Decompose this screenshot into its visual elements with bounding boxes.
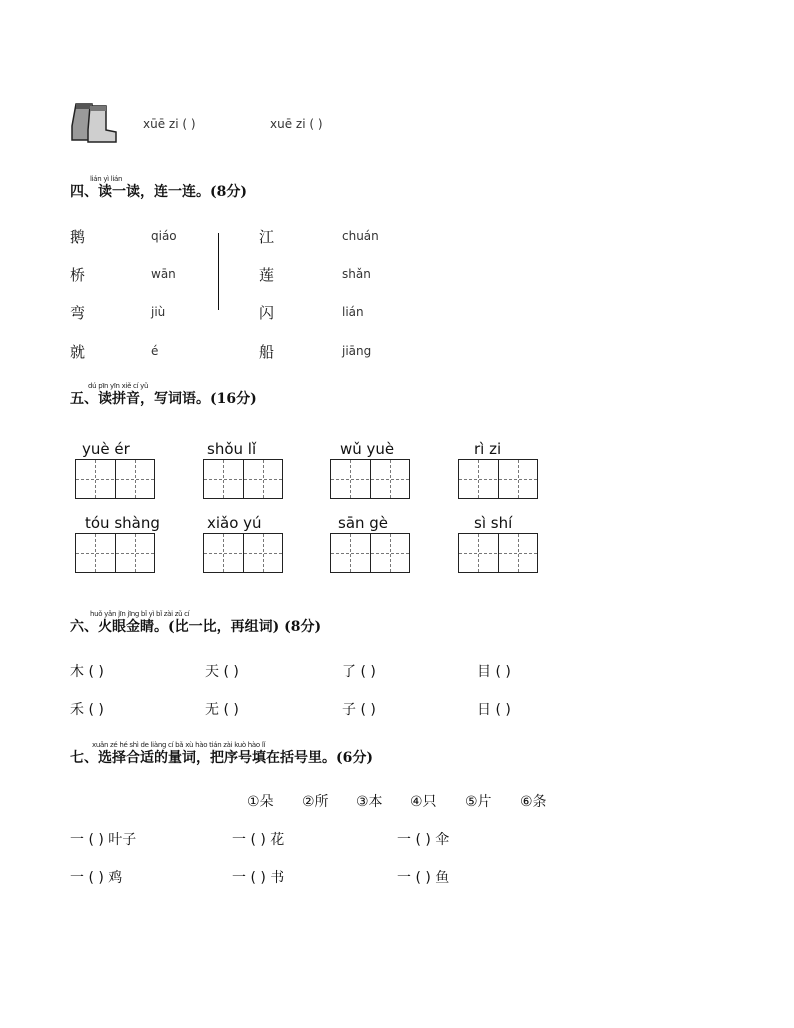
s7-item-r2-3: 一 ( ) 鱼 [397, 870, 450, 886]
s4-right-char-3: 闪 [259, 304, 275, 322]
s4-left-char-4: 就 [70, 343, 86, 361]
s6-item-r2-4: 日 ( ) [477, 702, 511, 718]
boots-icon [66, 100, 122, 146]
section7-heading: 七、选择合适的量词，把序号填在括号里。(6分) [70, 750, 373, 766]
section6-heading: 六、火眼金睛。(比一比，再组词) (8分) [70, 619, 322, 635]
s4-right-pinyin-4: jiāng [342, 344, 372, 358]
s4-left-pinyin-3: jiù [151, 305, 166, 319]
s4-right-pinyin-3: lián [342, 305, 364, 319]
s4-left-char-2: 桥 [70, 266, 86, 284]
section5-ruby: dú pīn yīn xiě cí yǔ [88, 382, 149, 390]
s6-item-r2-1: 禾 ( ) [70, 702, 104, 718]
s4-left-char-1: 鹅 [70, 228, 86, 246]
s7-item-r1-1: 一 ( ) 叶子 [70, 832, 137, 848]
s4-right-char-2: 莲 [259, 266, 275, 284]
s6-item-r2-3: 子 ( ) [342, 702, 376, 718]
s5-write-grid-r2-1[interactable] [75, 533, 155, 573]
s7-option-1: ①朵 [247, 794, 274, 810]
s7-item-r2-2: 一 ( ) 书 [232, 870, 285, 886]
boots-pinyin-2: xuē zi ( ) [270, 117, 323, 131]
section7-ruby: xuǎn zé hé shì de liàng cí bǎ xù hào tián zài kuò hào lǐ [92, 741, 266, 749]
s5-pinyin-r2-4: sì shí [474, 514, 513, 532]
s7-item-r1-2: 一 ( ) 花 [232, 832, 285, 848]
s5-pinyin-r2-3: sān gè [338, 514, 389, 532]
s5-pinyin-r1-4: rì zi [474, 440, 502, 458]
s4-left-pinyin-1: qiáo [151, 229, 177, 243]
s6-item-r1-3: 了 ( ) [342, 664, 376, 680]
s4-right-pinyin-2: shǎn [342, 267, 371, 281]
s6-item-r2-2: 无 ( ) [205, 702, 239, 718]
s5-write-grid-r1-4[interactable] [458, 459, 538, 499]
s4-right-pinyin-1: chuán [342, 229, 379, 243]
s4-right-char-1: 江 [259, 228, 275, 246]
s4-left-char-3: 弯 [70, 304, 86, 322]
s7-option-6: ⑥条 [520, 794, 547, 810]
s7-item-r2-1: 一 ( ) 鸡 [70, 870, 123, 886]
s6-item-r1-2: 天 ( ) [205, 664, 239, 680]
s5-pinyin-r2-2: xiǎo yú [207, 514, 262, 532]
s7-option-4: ④只 [410, 794, 437, 810]
s5-write-grid-r2-4[interactable] [458, 533, 538, 573]
s5-pinyin-r1-1: yuè ér [82, 440, 130, 458]
s5-pinyin-r1-2: shǒu lǐ [207, 440, 257, 458]
section5-heading: 五、读拼音，写词语。(16分) [70, 391, 257, 407]
boots-pinyin-1: xūē zi ( ) [143, 117, 196, 131]
s7-option-3: ③本 [356, 794, 383, 810]
s5-pinyin-r1-3: wǔ yuè [340, 440, 395, 458]
s5-write-grid-r1-2[interactable] [203, 459, 283, 499]
s5-write-grid-r1-3[interactable] [330, 459, 410, 499]
section6-ruby: huǒ yǎn jīn jīng bǐ yì bǐ zài zǔ cí [90, 610, 190, 618]
s4-left-pinyin-2: wān [151, 267, 176, 281]
s7-item-r1-3: 一 ( ) 伞 [397, 832, 450, 848]
s5-write-grid-r2-3[interactable] [330, 533, 410, 573]
section4-heading: 四、读一读，连一连。(8分) [70, 184, 247, 200]
s4-left-pinyin-4: é [151, 344, 159, 358]
s5-write-grid-r1-1[interactable] [75, 459, 155, 499]
s5-write-grid-r2-2[interactable] [203, 533, 283, 573]
s4-right-char-4: 船 [259, 343, 275, 361]
s4-divider [218, 233, 219, 310]
s6-item-r1-4: 目 ( ) [477, 664, 511, 680]
s6-item-r1-1: 木 ( ) [70, 664, 104, 680]
s5-pinyin-r2-1: tóu shàng [85, 514, 160, 532]
s7-option-2: ②所 [302, 794, 329, 810]
section4-ruby: lián yì lián [90, 175, 123, 183]
s7-option-5: ⑤片 [465, 794, 492, 810]
